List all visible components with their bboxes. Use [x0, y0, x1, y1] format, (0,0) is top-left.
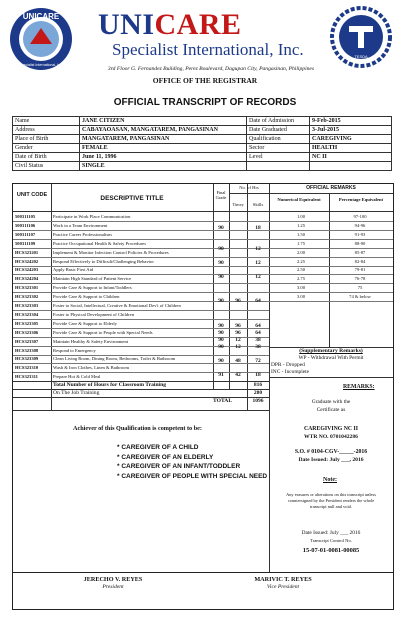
theory-group-8: 12	[235, 337, 241, 343]
col-skills: Skills	[252, 202, 264, 207]
unit-code: 500311107	[15, 231, 36, 237]
numerical-equivalent: 1.50	[296, 231, 306, 237]
competence-item-1: * CAREGIVER OF A CHILD	[117, 444, 199, 451]
date-issued: Date Issued: July ___ 2016	[301, 530, 361, 536]
numerical-equivalent: 2.75	[296, 276, 306, 282]
info-row	[13, 153, 392, 162]
grade-group-10: 90	[218, 358, 224, 364]
remarks-title: REMARKS:	[343, 384, 375, 390]
info-label: Name	[13, 117, 80, 126]
unit-code: HCS323305	[15, 320, 39, 326]
numerical-equivalent: 1.00	[296, 214, 306, 219]
percentage-equivalent: 91-93	[354, 231, 366, 237]
numerical-equivalent: 1.25	[296, 222, 306, 228]
president-name: JERECHO V. REYES	[83, 576, 143, 583]
percentage-equivalent: 75	[357, 285, 363, 291]
unit-code: HCS323311	[15, 374, 38, 380]
info-value: CABAYAOASAN, MANGATAREM, PANGASINAN	[80, 126, 247, 135]
vice-president-title: Vice President	[266, 584, 300, 590]
certificate-name: CAREGIVING NC II	[303, 426, 359, 432]
svg-text:TESDA: TESDA	[354, 54, 368, 59]
grade-group-2: 90	[218, 246, 224, 252]
unit-code: 500311109	[15, 240, 36, 246]
total-label: TOTAL	[213, 398, 233, 404]
unit-code: 500311106	[15, 222, 36, 228]
percentage-equivalent: 94-96	[354, 222, 366, 228]
info-row	[13, 144, 392, 153]
info-label: Date of Birth	[13, 153, 80, 162]
total-value: 1096	[252, 398, 264, 404]
theory-group-9: 12	[235, 344, 241, 350]
grades-table	[12, 183, 394, 573]
skills-group-1: 18	[255, 225, 261, 231]
remarks-line-1: Graduate with the	[311, 399, 351, 405]
so-date-issued: Date Issued: July ___, 2016	[298, 457, 364, 463]
descriptive-title: Apply Basic First Aid	[53, 267, 94, 273]
supp-remark-dpr: DPR - Dropped	[271, 362, 305, 368]
svg-text:UNICARE: UNICARE	[22, 12, 60, 21]
competence-item-4: * CAREGIVER OF PEOPLE WITH SPECIAL NEED	[117, 473, 268, 480]
unicare-logo	[8, 6, 74, 72]
theory-group-11: 42	[235, 372, 241, 378]
descriptive-title: Provide Care & Support to Infant/Toddlers	[53, 285, 132, 291]
descriptive-title: Provide Care & Support to People with Special Needs	[53, 329, 153, 335]
info-label-right: Date of Admission	[247, 117, 310, 126]
skills-group-4: 12	[255, 274, 261, 280]
info-value: June 11, 1996	[80, 153, 247, 162]
unit-code: HCS324204	[15, 276, 39, 282]
descriptive-title: Maintain High Standard of Patient Service	[53, 276, 132, 282]
numerical-equivalent: 2.50	[296, 267, 306, 273]
theory-group-5: 96	[235, 298, 241, 304]
skills-group-5: 64	[255, 298, 261, 304]
grade-group-1: 90	[218, 225, 224, 231]
unit-code: HCS324202	[15, 258, 39, 264]
wtr-number: WTR NO. 0701042286	[304, 434, 358, 440]
percentage-equivalent: 82-84	[354, 258, 366, 264]
supplementary-remarks-title: (Supplementary Remarks)	[299, 348, 363, 354]
unit-code: HCS323306	[15, 329, 39, 335]
theory-group-10: 48	[235, 358, 241, 364]
skills-group-8: 38	[255, 337, 261, 343]
skills-group-6: 64	[255, 323, 261, 329]
signatory-block	[12, 572, 394, 610]
descriptive-title: Practice Career Professionalism	[53, 231, 112, 237]
unit-code: HCS323201	[15, 249, 39, 255]
grade-group-9: 90	[218, 344, 224, 350]
info-value-right: CAREGIVING	[310, 135, 392, 144]
skills-group-10: 72	[255, 358, 261, 364]
brand-name	[98, 10, 242, 40]
col-numerical: Numerical Equivalent	[277, 197, 321, 202]
info-value: JANE CITIZEN	[80, 117, 247, 126]
remarks-line-2: Certificate as	[316, 407, 346, 413]
col-unit-code: UNIT CODE	[16, 192, 48, 198]
percentage-equivalent: 76-78	[354, 276, 366, 282]
percentage-equivalent: 79-81	[354, 267, 366, 273]
skills-group-2: 12	[255, 246, 261, 252]
info-label: Gender	[13, 144, 80, 153]
numerical-equivalent: 2.25	[296, 258, 306, 264]
info-row	[13, 117, 392, 126]
unit-code: HCS324203	[15, 267, 39, 273]
total-classroom-value: 816	[253, 382, 263, 388]
info-label-right: Date Graduated	[247, 126, 310, 135]
descriptive-title: Implement & Monitor Infection Control Policies & Procedures	[53, 249, 169, 255]
control-number: 15-07-01-0081-00085	[302, 547, 360, 554]
grade-group-5: 90	[218, 298, 224, 304]
descriptive-title: Prepare Hot & Cold Meal	[53, 374, 101, 380]
col-official-remarks: OFFICIAL REMARKS	[306, 185, 356, 191]
info-label: Address	[13, 126, 80, 135]
numerical-equivalent: 3.00	[296, 294, 306, 300]
grade-group-7: 90	[218, 330, 224, 336]
brand-prefix: UNI	[98, 8, 155, 41]
numerical-equivalent: 1.75	[296, 240, 306, 246]
grade-group-4: 90	[218, 274, 224, 280]
descriptive-title: Foster to Social, Intellectual, Creative & Emotional Dev't of Children	[53, 303, 181, 308]
info-value-right: HEALTH	[310, 144, 392, 153]
skills-group-7: 64	[255, 330, 261, 336]
info-label-right: Level	[247, 153, 310, 162]
vice-president-name: MARIVIC T. REYES	[254, 576, 312, 583]
info-value-right: 3-Jul-2015	[310, 126, 392, 135]
col-theory: Theory	[232, 202, 244, 207]
percentage-equivalent: 97-100	[353, 214, 367, 219]
tesda-logo	[330, 6, 392, 68]
note-body: Any erasures or alterations on this transcript unless countersigned by the President renders the whole transcript null and void.	[286, 492, 376, 509]
ojt-label: On The Job Training	[53, 390, 100, 396]
unit-code: HCS323309	[15, 356, 39, 362]
info-label: Place of Birth	[13, 135, 80, 144]
info-row	[13, 126, 392, 135]
info-value-right: 9-Feb-2015	[310, 117, 392, 126]
competence-item-2: * CAREGIVER OF AN ELDERLY	[117, 454, 214, 461]
competence-intro: Achiever of this Qualification is competent to be:	[73, 425, 202, 432]
numerical-equivalent: 3.00	[296, 285, 306, 291]
president-title: President	[102, 584, 124, 590]
info-value: FEMALE	[80, 144, 247, 153]
descriptive-title: Wash & Iron Clothes, Linen & Bathroom	[53, 365, 130, 371]
descriptive-title: Provide Care & Support to Children	[53, 294, 120, 300]
unit-code: HCS323303	[15, 303, 39, 308]
info-label-right	[247, 162, 310, 171]
numerical-equivalent: 2.00	[296, 249, 306, 255]
office-title: OFFICE OF THE REGISTRAR	[152, 76, 258, 85]
descriptive-title: Clean Living Room, Dining Room, Bedrooms, Toilet & Bathroom	[53, 356, 176, 362]
control-label: Transcript Control No.	[310, 538, 352, 543]
grade-group-8: 90	[218, 337, 224, 343]
ojt-value: 280	[253, 390, 263, 396]
col-percentage: Percentage Equivalent	[338, 197, 384, 202]
descriptive-title: Maintain Healthy & Safety Environment	[53, 338, 129, 344]
grade-group-11: 91	[218, 372, 224, 378]
descriptive-title: Foster to Physical Development of Children	[53, 311, 135, 317]
skills-group-11: 18	[255, 372, 261, 378]
student-info-table	[12, 116, 392, 171]
col-descriptive-title: DESCRIPTIVE TITLE	[100, 195, 164, 202]
grade-group-3: 90	[218, 260, 224, 266]
percentage-equivalent: 85-87	[354, 249, 366, 255]
info-value-right: NC II	[310, 153, 392, 162]
brand-suffix: CARE	[154, 8, 242, 41]
descriptive-title: Participate in Work Place Communication	[53, 214, 131, 219]
so-number: S.O. # 0104-CGV-_____-2016	[294, 449, 368, 455]
info-label-right: Sector	[247, 144, 310, 153]
descriptive-title: Respond Effectively to Difficult/Challenging Behavior	[53, 258, 154, 264]
document-title: OFFICIAL TRANSCRIPT OF RECORDS	[113, 97, 297, 108]
unit-code: HCS323307	[15, 338, 39, 344]
descriptive-title: Practice Occupational Health & Safety Procedures	[53, 240, 146, 246]
supp-remark-inc: INC - Incomplete	[271, 369, 310, 375]
col-final-grade: Final Grade	[215, 190, 227, 200]
info-value: SINGLE	[80, 162, 247, 171]
info-value-right	[310, 162, 392, 171]
info-label-right: Qualification	[247, 135, 310, 144]
supp-remark-wp: WP - Withdrawal With Permit	[298, 355, 364, 361]
competence-item-3: * CAREGIVER OF AN INFANT/TODDLER	[117, 463, 241, 470]
descriptive-title: Work in a Team Environment	[53, 222, 108, 228]
unit-code: HCS323301	[15, 285, 39, 291]
school-address: 3rd Floor G. Fernandez Building, Perez Boulevard, Dagupan City, Pangasinan, Philippines	[107, 66, 315, 72]
percentage-equivalent: 88-90	[354, 240, 366, 246]
info-row	[13, 162, 392, 171]
grade-group-6: 90	[218, 323, 224, 329]
info-row	[13, 135, 392, 144]
note-title: Note:	[323, 477, 337, 483]
unit-code: 500311105	[15, 214, 36, 219]
col-hours: No. of Hrs	[239, 185, 259, 190]
skills-group-9: 38	[255, 344, 261, 350]
percentage-equivalent: 74 & below	[349, 294, 371, 300]
unit-code: HCS323308	[15, 347, 39, 353]
info-label: Civil Status	[13, 162, 80, 171]
total-classroom-label: Total Number of Hours for Classroom Training	[53, 382, 167, 388]
unit-code: HCS323302	[15, 294, 39, 300]
svg-text:Specialist International, Inc.: Specialist International, Inc.	[19, 63, 63, 67]
descriptive-title: Provide Care & Support to Elderly	[53, 320, 117, 326]
info-value: MANGATAREM, PANGASINAN	[80, 135, 247, 144]
unit-code: HCS323310	[15, 365, 39, 371]
theory-group-6: 96	[235, 323, 241, 329]
descriptive-title: Respond to Emergency	[53, 347, 96, 353]
brand-subtitle: Specialist International, Inc.	[112, 40, 304, 59]
unit-code: HCS323304	[15, 311, 39, 317]
theory-group-7: 96	[235, 330, 241, 336]
skills-group-3: 12	[255, 260, 261, 266]
